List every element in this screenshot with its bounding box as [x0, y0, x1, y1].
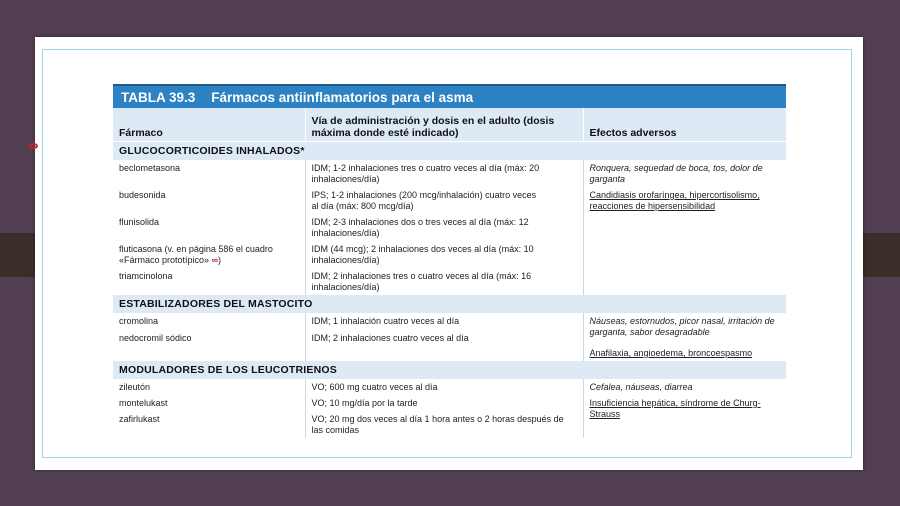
- drug-name: flunisolida: [119, 217, 160, 227]
- table-title-bar: [113, 84, 786, 108]
- drug-effect: Cefalea, náuseas, diarrea: [583, 379, 786, 395]
- drug-name: zileutón: [119, 382, 151, 392]
- drug-name: triamcinolona: [119, 271, 173, 281]
- header-row: [113, 108, 786, 142]
- drug-name: beclometasona: [119, 163, 181, 173]
- drug-name: fluticasona (v. en página 586 el cuadro «Fármaco prototípico»: [119, 244, 273, 265]
- table-row: [113, 187, 786, 214]
- table-row: [113, 313, 786, 330]
- section-mast-cell: ESTABILIZADORES DEL MASTOCITO: [113, 295, 786, 313]
- header-drug: Fármaco: [113, 108, 305, 142]
- drug-dose: IDM; 2 inhalaciones cuatro veces al día: [305, 330, 583, 361]
- drug-name: budesonida: [119, 190, 166, 200]
- drug-name-cell: [113, 241, 305, 268]
- drug-name-end: ): [217, 255, 221, 265]
- drug-effect: Insuficiencia hepática, síndrome de Churg-Strauss: [589, 398, 761, 419]
- slide: [35, 37, 863, 470]
- table-row: [113, 395, 786, 411]
- section-row: [113, 295, 786, 313]
- table-number: TABLA 39.3: [121, 89, 196, 105]
- drug-name: cromolina: [119, 316, 159, 326]
- drug-dose: IDM; 1 inhalación cuatro veces al día: [305, 313, 583, 330]
- drug-name: zafirlukast: [119, 414, 160, 424]
- drug-effect: Náuseas, estornudos, picor nasal, irritación de garganta, sabor desagradable: [589, 316, 775, 337]
- drug-dose: IDM (44 mcg); 2 inhalaciones dos veces al día (máx: 10 inhalaciones/día): [305, 241, 583, 268]
- drug-effect: Candidiasis orofaríngea, hipercortisolismo, reacciones de hipersensibilidad: [589, 190, 760, 211]
- drug-dose: VO; 20 mg dos veces al día 1 hora antes o 2 horas después de las comidas: [305, 411, 583, 438]
- prototype-drug-icon[interactable]: ∞: [211, 255, 218, 265]
- table-row: [113, 379, 786, 395]
- header-effects: Efectos adversos: [583, 108, 786, 142]
- drug-name: nedocromil sódico: [119, 333, 192, 343]
- drug-dose: IDM; 2 inhalaciones tres o cuatro veces al día (máx: 16 inhalaciones/día): [305, 268, 583, 295]
- drug-table: [113, 84, 786, 438]
- header-route: Vía de administración y dosis en el adulto (dosis máxima donde esté indicado): [305, 108, 583, 142]
- drug-dose: VO; 10 mg/día por la tarde: [305, 395, 583, 411]
- table-title: Fármacos antiinflamatorios para el asma: [211, 89, 474, 105]
- drug-effect-cell: [583, 313, 786, 361]
- drug-dose: IDM; 2-3 inhalaciones dos o tres veces al día (máx: 12 inhalaciones/día): [305, 214, 583, 241]
- drug-name: montelukast: [119, 398, 168, 408]
- drug-dose: IDM; 1-2 inhalaciones tres o cuatro veces al día (máx: 20 inhalaciones/día): [305, 160, 583, 187]
- table-row: [113, 160, 786, 187]
- drug-effect-cell: [583, 187, 786, 295]
- drug-effect: Ronquera, sequedad de boca, tos, dolor de garganta: [583, 160, 786, 187]
- red-marker-icon: [29, 143, 38, 149]
- section-row: [113, 361, 786, 379]
- section-leukotriene: MODULADORES DE LOS LEUCOTRIENOS: [113, 361, 786, 379]
- section-glucocorticoids: GLUCOCORTICOIDES INHALADOS*: [113, 142, 786, 161]
- table-grid: [113, 108, 786, 438]
- section-row: [113, 142, 786, 161]
- drug-effect-serious: Anafilaxia, angioedema, broncoespasmo: [589, 348, 753, 358]
- drug-dose: VO; 600 mg cuatro veces al día: [305, 379, 583, 395]
- drug-dose: IPS; 1-2 inhalaciones (200 mcg/inhalación) cuatro veces al día (máx: 800 mcg/día): [305, 187, 583, 214]
- drug-effect-cell: [583, 395, 786, 438]
